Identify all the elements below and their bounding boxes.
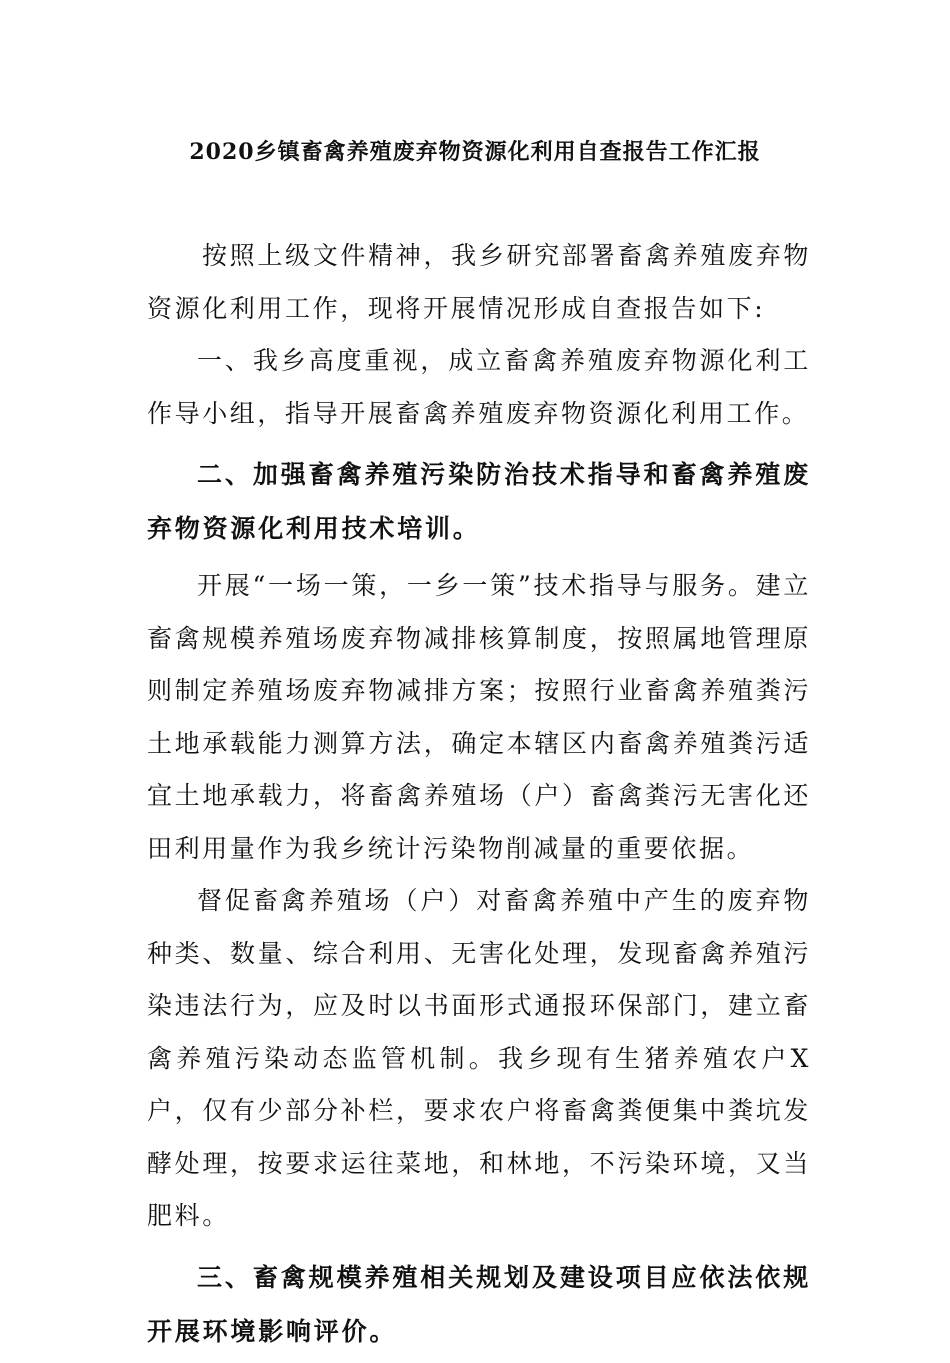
- heading-section-2: 二、加强畜禽养殖污染防治技术指导和畜禽养殖废弃物资源化利用技术培训。: [147, 460, 811, 543]
- paragraph-intro: 按照上级文件精神，我乡研究部署畜禽养殖废弃物资源化利用工作，现将开展情况形成自查报告如下:: [147, 241, 811, 323]
- paragraph-section-1: 一、我乡高度重视，成立畜禽养殖废弃物源化利工作导小组，指导开展畜禽养殖废弃物资源化利用工作。: [147, 346, 811, 428]
- heading-section-3: 三、畜禽规模养殖相关规划及建设项目应依法依规开展环境影响评价。: [147, 1262, 811, 1346]
- paragraph-section-2-b: 督促畜禽养殖场（户）对畜禽养殖中产生的废弃物种类、数量、综合利用、无害化处理，发现畜禽养殖污染违法行为，应及时以书面形式通报环保部门，建立畜禽养殖污染动态监管机制。我乡现有生猪养殖农户X户，仅有少部分补栏，要求农户将畜禽粪便集中粪坑发酵处理，按要求运往菜地，和林地，不污染环境，又当肥料。: [147, 886, 811, 1230]
- document-body: [147, 230, 811, 1363]
- document-title: 2020乡镇畜禽养殖废弃物资源化利用自查报告工作汇报: [189, 139, 761, 165]
- paragraph-section-2-a: 开展“一场一策，一乡一策”技术指导与服务。建立畜禽规模养殖场废弃物减排核算制度，按照属地管理原则制定养殖场废弃物减排方案；按照行业畜禽养殖粪污土地承载能力测算方法，确定本辖区内畜禽养殖粪污适宜土地承载力，将畜禽养殖场（户）畜禽粪污无害化还田利用量作为我乡统计污染物削减量的重要依据。: [147, 571, 811, 863]
